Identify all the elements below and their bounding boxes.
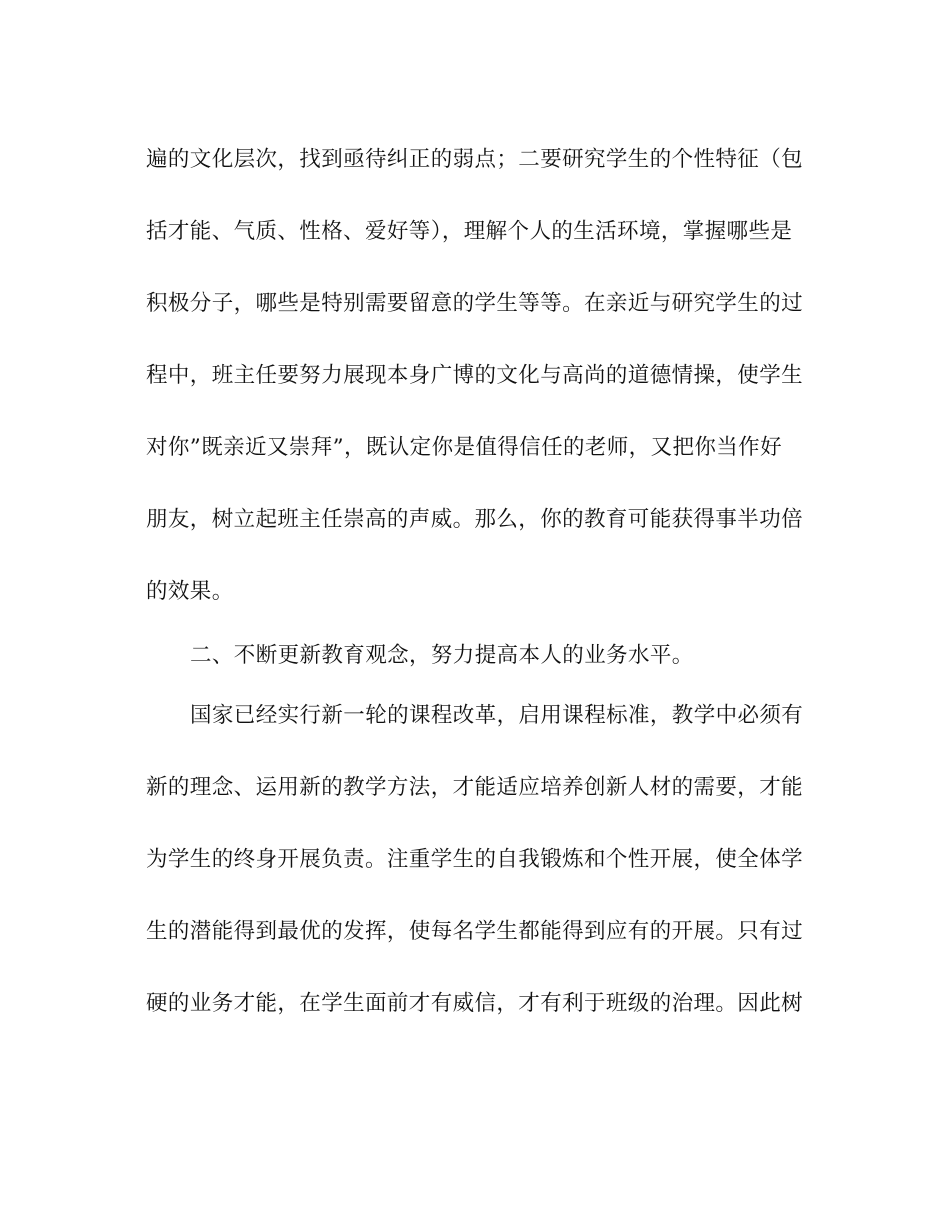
paragraph-line: 程中，班主任要努力展现本身广博的文化与高尚的道德情操，使学生: [146, 363, 804, 388]
paragraph-line: 遍的文化层次，找到亟待纠正的弱点；二要研究学生的个性特征（包: [146, 147, 804, 172]
paragraph-line: 硬的业务才能，在学生面前才有威信，才有利于班级的治理。因此树: [146, 991, 804, 1016]
paragraph-line: 积极分子，哪些是特别需要留意的学生等等。在亲近与研究学生的过: [146, 291, 804, 316]
paragraph-line: 新的理念、运用新的教学方法，才能适应培养创新人材的需要，才能: [146, 775, 804, 800]
paragraph-line: 生的潜能得到最优的发挥，使每名学生都能得到应有的开展。只有过: [146, 919, 804, 944]
paragraph-line: 国家已经实行新一轮的课程改革，启用课程标准，教学中必须有: [190, 703, 804, 728]
paragraph-line: 括才能、气质、性格、爱好等），理解个人的生活环境，掌握哪些是: [146, 219, 793, 244]
paragraph-line: 对你”既亲近又崇拜”，既认定你是值得信任的老师，又把你当作好: [146, 435, 782, 460]
section-heading: 二、不断更新教育观念，努力提高本人的业务水平。: [190, 643, 694, 668]
paragraph-line: 为学生的终身开展负责。注重学生的自我锻炼和个性开展，使全体学: [146, 847, 804, 872]
paragraph-line: 的效果。: [146, 579, 234, 604]
paragraph-line: 朋友，树立起班主任崇高的声威。那么，你的教育可能获得事半功倍: [146, 507, 804, 532]
